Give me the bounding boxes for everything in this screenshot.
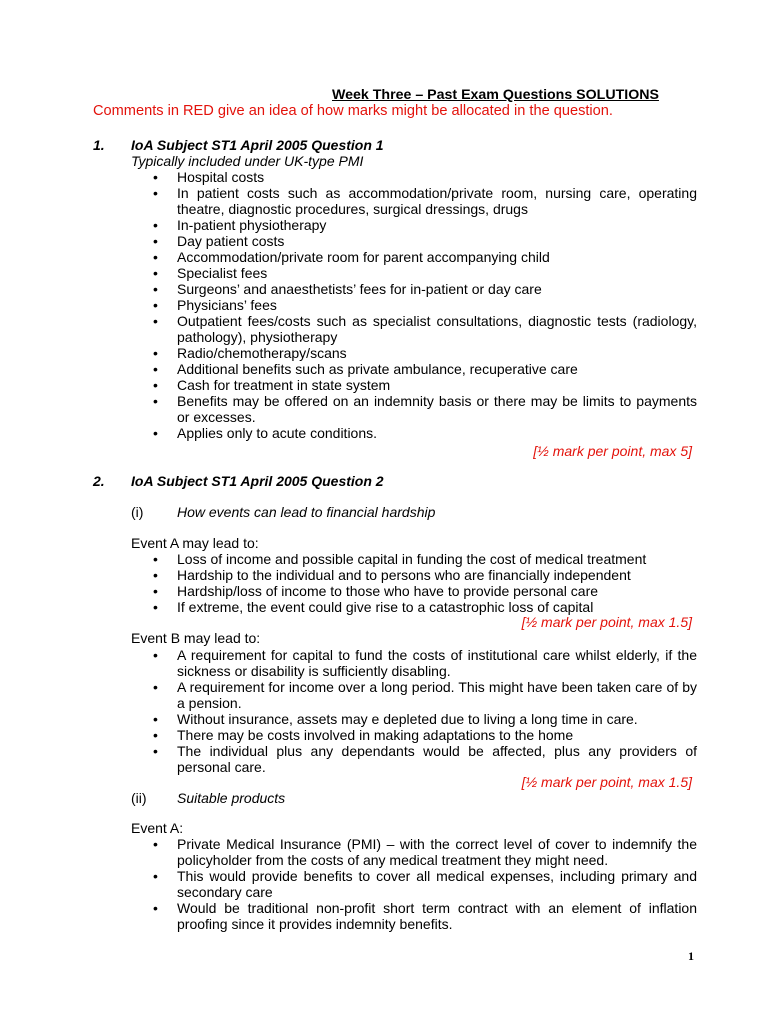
list-item: • Loss of income and possible capital in funding the cost of medical treatment	[131, 551, 697, 567]
part-i-numeral: (i)	[131, 504, 144, 520]
event-a-intro: Event A may lead to:	[131, 535, 259, 551]
list-item: • Hospital costs	[131, 169, 697, 185]
list-item: • The individual plus any dependants would be affected, plus any providers of personal care.	[131, 743, 697, 775]
question-2-heading	[93, 473, 384, 489]
part-ii-numeral: (ii)	[131, 790, 147, 806]
list-item: • Benefits may be offered on an indemnity basis or there may be limits to payments or excesses.	[131, 393, 697, 425]
question-2-number: 2.	[93, 473, 105, 489]
list-item: • Surgeons’ and anaesthetists’ fees for in-patient or day care	[131, 281, 697, 297]
event-b-mark-allocation: [½ mark per point, max 1.5]	[521, 774, 692, 790]
part-ii-text: Suitable products	[177, 790, 286, 806]
question-1-title: IoA Subject ST1 April 2005 Question 1	[131, 137, 384, 153]
event-a2-intro: Event A:	[131, 820, 184, 836]
list-item: • Accommodation/private room for parent accompanying child	[131, 249, 697, 265]
part-ii-heading	[131, 790, 285, 806]
event-a-list	[131, 551, 697, 615]
list-item: • Specialist fees	[131, 265, 697, 281]
question-2-title: IoA Subject ST1 April 2005 Question 2	[131, 473, 384, 489]
list-item: • Day patient costs	[131, 233, 697, 249]
list-item: • There may be costs involved in making adaptations to the home	[131, 727, 697, 743]
question-1-number: 1.	[93, 137, 105, 153]
list-item: • A requirement for capital to fund the costs of institutional care whilst elderly, if the sickness or disability is sufficiently disabling.	[131, 647, 697, 679]
red-comment-note: Comments in RED give an idea of how marks might be allocated in the question.	[93, 103, 613, 119]
page-number: 1	[688, 949, 694, 963]
list-item: • Would be traditional non-profit short term contract with an element of inflation proofing since it provides indemnity benefits.	[131, 900, 697, 932]
list-item: • Cash for treatment in state system	[131, 377, 697, 393]
event-a2-list	[131, 836, 697, 932]
list-item: • Hardship/loss of income to those who have to provide personal care	[131, 583, 697, 599]
list-item: • Applies only to acute conditions.	[131, 425, 697, 441]
part-i-heading	[131, 504, 435, 520]
event-b-list	[131, 647, 697, 775]
list-item: • In-patient physiotherapy	[131, 217, 697, 233]
list-item: • Without insurance, assets may e depleted due to living a long time in care.	[131, 711, 697, 727]
question-1-mark-allocation: [½ mark per point, max 5]	[533, 443, 692, 459]
list-item: • If extreme, the event could give rise to a catastrophic loss of capital	[131, 599, 697, 615]
question-1-list	[131, 169, 697, 441]
event-a-mark-allocation: [½ mark per point, max 1.5]	[521, 614, 692, 630]
list-item: • Outpatient fees/costs such as specialist consultations, diagnostic tests (radiology, pathology), physiotherapy	[131, 313, 697, 345]
event-b-intro: Event B may lead to:	[131, 630, 261, 646]
list-item: • This would provide benefits to cover all medical expenses, including primary and secondary care	[131, 868, 697, 900]
list-item: • Hardship to the individual and to persons who are financially independent	[131, 567, 697, 583]
list-item: • In patient costs such as accommodation/private room, nursing care, operating theatre, diagnostic procedures, surgical dressings, drugs	[131, 185, 697, 217]
list-item: • Private Medical Insurance (PMI) – with the correct level of cover to indemnify the policyholder from the costs of any medical treatment they might need.	[131, 836, 697, 868]
list-item: • Additional benefits such as private ambulance, recuperative care	[131, 361, 697, 377]
list-item: • A requirement for income over a long period. This might have been taken care of by a pension.	[131, 679, 697, 711]
question-1-heading	[93, 137, 384, 153]
part-i-text: How events can lead to financial hardship	[177, 504, 436, 520]
list-item: • Radio/chemotherapy/scans	[131, 345, 697, 361]
list-item: • Physicians’ fees	[131, 297, 697, 313]
question-1-intro: Typically included under UK-type PMI	[131, 153, 364, 169]
page-title: Week Three – Past Exam Questions SOLUTIONS	[332, 87, 659, 103]
